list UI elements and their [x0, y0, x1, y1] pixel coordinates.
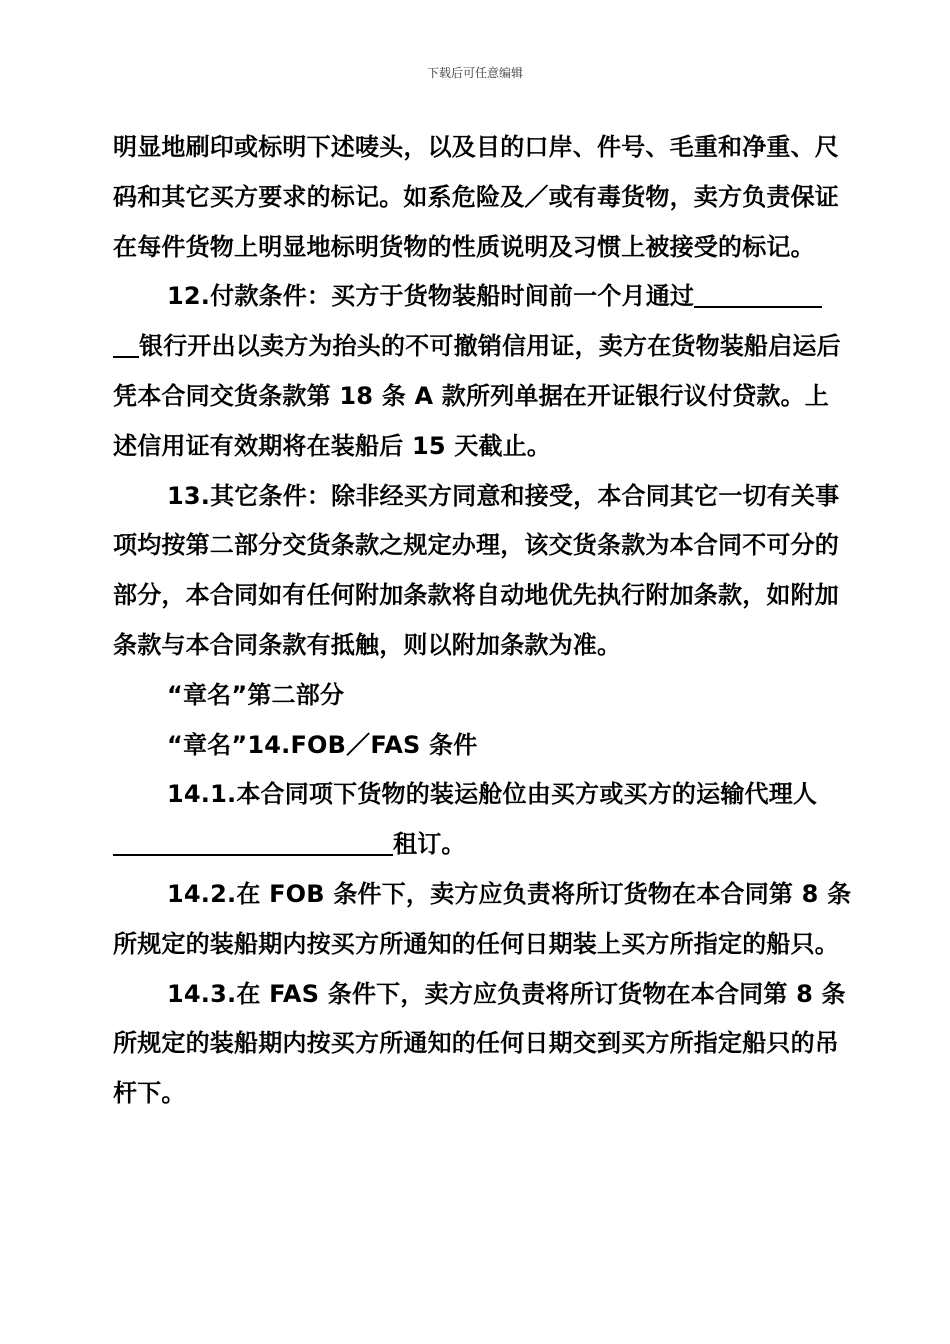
paragraph-clause-14-2: 14.2.在 FOB 条件下，卖方应负责将所订货物在本合同第 8 条所规定的装船期内按买方所通知的任何日期装上买方所指定的船只。	[113, 879, 852, 958]
payment-terms-text-before: 12.付款条件：买方于货物装船时间前一个月通过	[167, 282, 695, 311]
clause-14-1-text-after: 租订。	[393, 830, 466, 859]
chapter-heading-part-two: “章名”第二部分	[167, 680, 345, 709]
document-body	[113, 123, 853, 1119]
paragraph-marking: 明显地刷印或标明下述唛头，以及目的口岸、件号、毛重和净重、尺码和其它买方要求的标记。如系危险及／或有毒货物，卖方负责保证在每件货物上明显地标明货物的性质说明及习惯上被接受的标记。	[113, 133, 839, 261]
paragraph-other-conditions: 13.其它条件：除非经买方同意和接受，本合同其它一切有关事项均按第二部分交货条款之规定办理，该交货条款为本合同不可分的部分，本合同如有任何附加条款将自动地优先执行附加条款，如附加条款与本合同条款有抵触，则以附加条款为准。	[113, 481, 840, 659]
paragraph-payment-terms	[113, 272, 853, 471]
bank-name-blank	[694, 282, 822, 308]
payment-terms-text-after: 银行开出以卖方为抬头的不可撤销信用证，卖方在货物装船启运后凭本合同交货条款第 18 条 A 款所列单据在开证银行议付贷款。上述信用证有效期将在装船后 15 天截止。	[113, 332, 841, 460]
paragraph-clause-14-1	[113, 770, 853, 870]
paragraph-clause-14-3: 14.3.在 FAS 条件下，卖方应负责将所订货物在本合同第 8 条所规定的装船期内按买方所通知的任何日期交到买方所指定船只的吊杆下。	[113, 979, 846, 1108]
clause-14-1-text-before: 14.1.本合同项下货物的装运舱位由买方或买方的运输代理人	[167, 780, 818, 809]
chapter-heading-fob-fas: “章名”14.FOB／FAS 条件	[167, 730, 478, 759]
agent-name-blank	[113, 830, 393, 856]
page-header-note: 下载后可任意编辑	[426, 66, 523, 80]
bank-name-blank-continued	[113, 332, 139, 358]
